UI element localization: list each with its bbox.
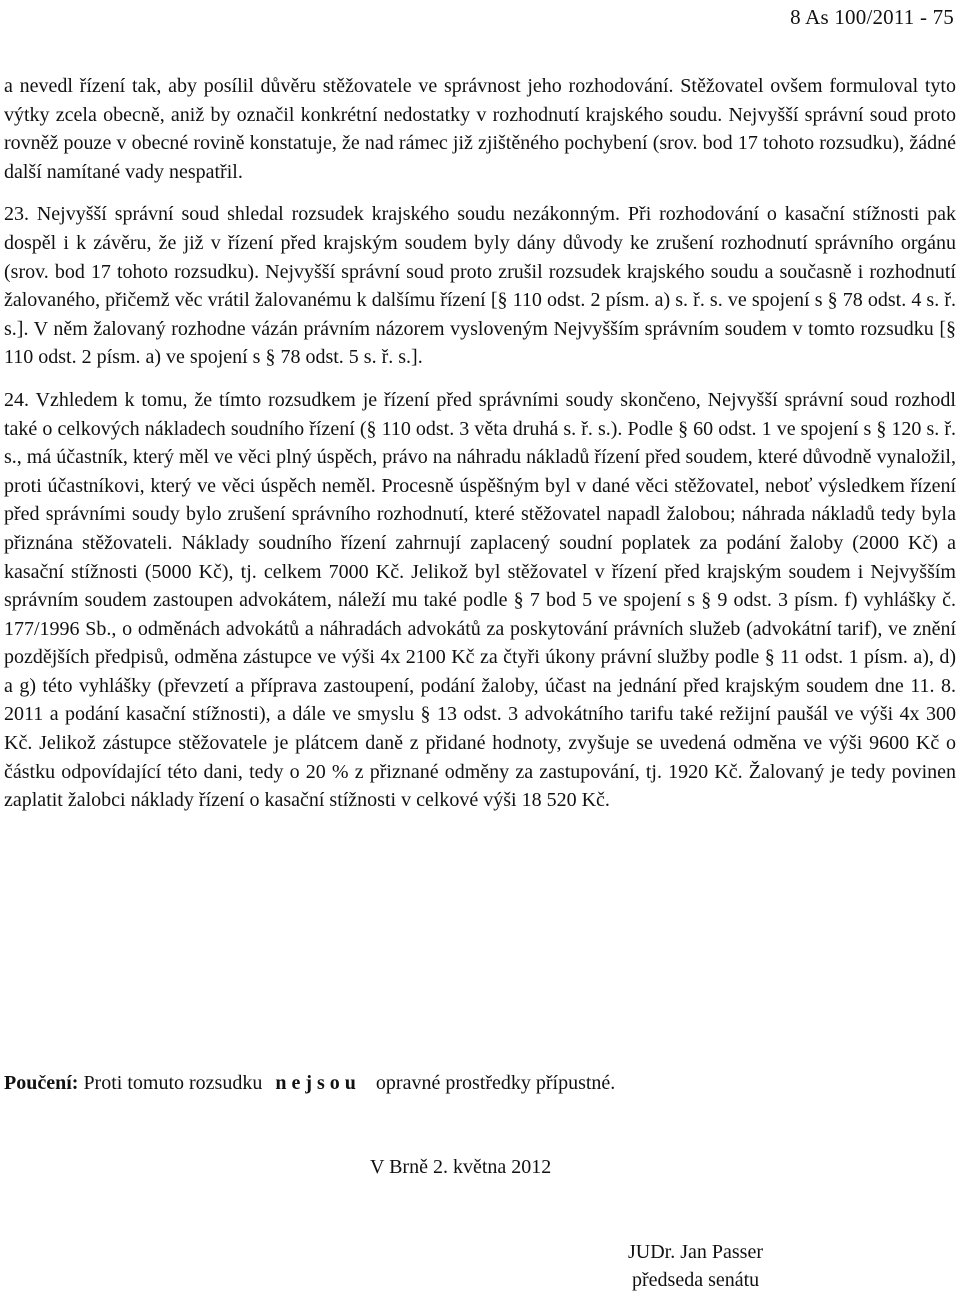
paragraph-continuation (4, 72, 956, 186)
paragraph-text: Nejvyšší správní soud shledal rozsudek krajského soudu nezákonným. Při rozhodování o kasační stížnosti pak dospěl i k závěru, že již v řízení před krajským soudem byly dány důvody ke zrušení rozhodnutí správního orgánu (srov. bod 17 tohoto rozsudku). Nejvyšší správní soud proto zrušil rozsudek krajského soudu a současně i rozhodnutí žalovaného, přičemž věc vrátil žalovanému k dalšímu řízení [§ 110 odst. 2 písm. a) s. ř. s. ve spojení s § 78 odst. 4 s. ř. s.]. V něm žalovaný rozhodne vázán právním názorem vysloveným Nejvyšším správním soudem v tomto rozsudku [§ 110 odst. 2 písm. a) ve spojení s § 78 odst. 5 s. ř. s.]. (4, 203, 957, 369)
paragraph-number: 23. (4, 203, 29, 226)
paragraph-text: Vzhledem k tomu, že tímto rozsudkem je řízení před správními soudy skončeno, Nejvyšší správní soud rozhodl také o celkových nákladech soudního řízení (§ 110 odst. 3 věta druhá s. ř. s.). Podle § 60 odst. 1 ve spojení s § 120 s. ř. s., má účastník, který měl ve věci plný úspěch, právo na náhradu nákladů řízení před soudem, které důvodně vynaložil, proti účastníkovi, který ve věci úspěch neměl. Procesně úspěšným byl v dané věci stěžovatel, neboť výsledkem řízení před správními soudy bylo zrušení správního rozhodnutí, které stěžovatel napadl žalobou; náhrada nákladů tedy byla přiznána stěžovateli. Náklady soudního řízení zahrnují zaplacený soudní poplatek za podání žaloby (2000 Kč) a kasační stížnosti (5000 Kč), tj. celkem 7000 Kč. Jelikož byl stěžovatel v řízení před krajským soudem i Nejvyšším správním soudem zastoupen advokátem, náleží mu také podle § 7 bod 5 ve spojení s § 9 odst. 3 písm. f) vyhlášky č. 177/1996 Sb., o odměnách advokátů a náhradách advokátů za poskytování právních služeb (advokátní tarif), ve znění pozdějších předpisů, odměna zástupce ve výši 4x 2100 Kč za čtyři úkony právní služby podle § 11 odst. 1 písm. a), d) a g) této vyhlášky (převzetí a příprava zastoupení, podání žaloby, účast na jednání před krajským soudem dne 11. 8. 2011 a podání kasační stížnosti), a dále ve smyslu § 13 odst. 3 advokátního tarifu také režijní paušál ve výši 4x 300 Kč. Jelikož zástupce stěžovatele je plátcem daně z přidané hodnoty, zvyšuje se uvedená odměna ve výši 9600 Kč o částku odpovídající této dani, tedy o 20 % z přiznané odměny za zastupování, tj. 1920 Kč. Žalovaný je tedy povinen zaplatit žalobci náklady řízení o kasační stížnosti v celkové výši 18 520 Kč. (4, 388, 956, 812)
signature-block (628, 1238, 763, 1294)
signatory-role: předseda senátu (632, 1269, 760, 1291)
paragraph-24 (4, 386, 956, 815)
page-header (790, 4, 954, 30)
paragraph-number: 24. (4, 388, 29, 411)
notice-label: Poučení: (4, 1072, 79, 1094)
signatory-name: JUDr. Jan Passer (628, 1241, 763, 1263)
place-and-date: V Brně 2. května 2012 (370, 1156, 552, 1178)
notice-text-after: opravné prostředky přípustné. (375, 1072, 616, 1094)
legal-notice (4, 1069, 615, 1097)
paragraph-text: a nevedl řízení tak, aby posílil důvěru stěžovatele ve správnost jeho rozhodování. Stěžovatel ovšem formuloval tyto výtky zcela obecně, aniž by označil konkrétní nedostatky v rozhodnutí krajského soudu. Nejvyšší správní soud proto rovněž pouze v obecné rovině konstatuje, že nad rámec již zjištěného pochybení (srov. bod 17 tohoto rozsudku), žádné další namítané vady nespatřil. (4, 75, 956, 183)
notice-text-before: Proti tomuto rozsudku (83, 1072, 263, 1094)
paragraph-23 (4, 200, 956, 372)
document-body (4, 72, 956, 815)
case-number: 8 As 100/2011 - 75 (790, 5, 954, 29)
notice-spaced-word: nejsou (275, 1072, 361, 1094)
